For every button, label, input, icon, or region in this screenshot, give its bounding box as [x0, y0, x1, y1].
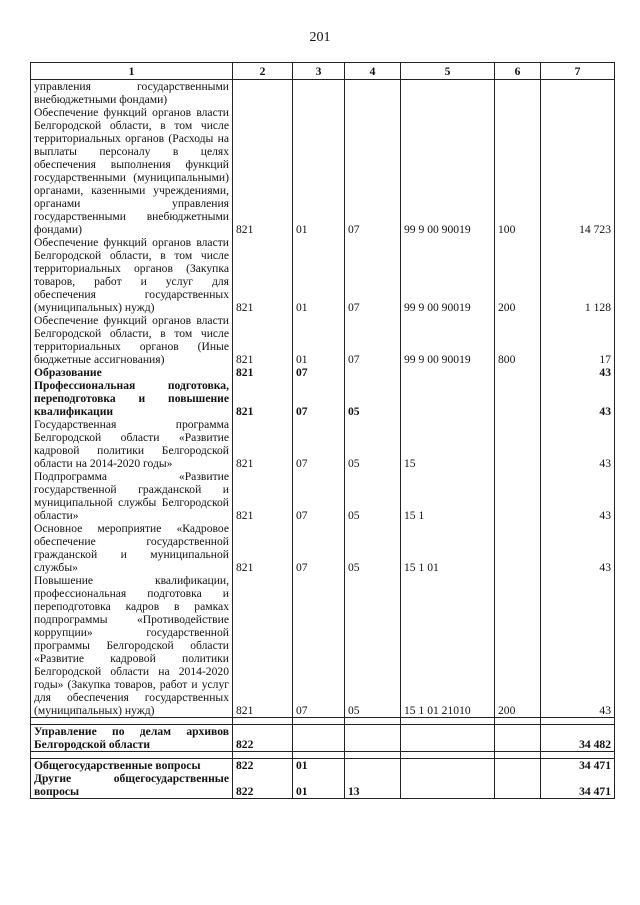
row-name-cell: Общегосударственные вопросы	[31, 759, 233, 773]
row-value-cell-6	[495, 80, 541, 107]
row-value-cell-4: 05	[345, 574, 401, 718]
table-row	[31, 106, 615, 236]
row-value-cell-4: 05	[345, 379, 401, 418]
table-row	[31, 772, 615, 799]
row-value-cell-3: 07	[293, 470, 345, 522]
row-value-cell-4: 05	[345, 470, 401, 522]
row-value-cell-5: 99 9 00 90019	[401, 106, 495, 236]
row-value-cell-3: 01	[293, 772, 345, 799]
row-value-cell-5: 99 9 00 90019	[401, 314, 495, 366]
row-name-cell: Подпрограмма «Развитие государственной гражданской и муниципальной службы Белгородской области»	[31, 470, 233, 522]
table-row	[31, 725, 615, 752]
row-value-cell-3: 07	[293, 522, 345, 574]
row-value-cell-7: 43	[541, 470, 615, 522]
separator-cell	[31, 752, 233, 759]
row-value-cell-5: 15 1 01	[401, 522, 495, 574]
row-value-cell-2: 821	[233, 366, 293, 379]
separator-cell	[495, 718, 541, 725]
row-value-cell-5: 15 1 01 21010	[401, 574, 495, 718]
row-value-cell-3	[293, 725, 345, 752]
row-name-cell: Повышение квалификации, профессиональная подготовка и переподготовка кадров в рамках подпрограммы «Противодействие коррупции» государственной программы Белгородской области «Развитие кадровой политики Белгородской области на 2014-2020 годы» (Закупка товаров, работ и услуг для обеспечения государственных (муниципальных) нужд)	[31, 574, 233, 718]
row-value-cell-3: 07	[293, 366, 345, 379]
column-header: 6	[495, 63, 541, 80]
row-value-cell-6	[495, 759, 541, 773]
row-name-cell: Обеспечение функций органов власти Белгородской области, в том числе территориальных органов (Иные бюджетные ассигнования)	[31, 314, 233, 366]
separator-cell	[233, 752, 293, 759]
table-row	[31, 80, 615, 107]
row-separator	[31, 752, 615, 759]
row-value-cell-5	[401, 80, 495, 107]
row-value-cell-2	[233, 80, 293, 107]
row-value-cell-2: 821	[233, 379, 293, 418]
column-header: 3	[293, 63, 345, 80]
row-value-cell-6: 200	[495, 574, 541, 718]
row-name-cell: управления государственными внебюджетными фондами)	[31, 80, 233, 107]
row-value-cell-2: 821	[233, 470, 293, 522]
row-value-cell-5: 15	[401, 418, 495, 470]
row-value-cell-2: 822	[233, 772, 293, 799]
row-value-cell-6: 100	[495, 106, 541, 236]
row-value-cell-3: 07	[293, 418, 345, 470]
row-name-cell: Профессиональная подготовка, переподготовка и повышение квалификации	[31, 379, 233, 418]
separator-cell	[345, 752, 401, 759]
row-value-cell-4: 05	[345, 418, 401, 470]
row-value-cell-5	[401, 759, 495, 773]
row-value-cell-6	[495, 772, 541, 799]
separator-cell	[495, 752, 541, 759]
row-value-cell-6	[495, 522, 541, 574]
separator-cell	[293, 718, 345, 725]
separator-cell	[401, 718, 495, 725]
row-value-cell-7: 43	[541, 574, 615, 718]
row-value-cell-5: 99 9 00 90019	[401, 236, 495, 314]
row-value-cell-4	[345, 80, 401, 107]
separator-cell	[345, 718, 401, 725]
row-name-cell: Государственная программа Белгородской области «Развитие кадровой политики Белгородской области на 2014-2020 годы»	[31, 418, 233, 470]
row-value-cell-4	[345, 759, 401, 773]
row-name-cell: Обеспечение функций органов власти Белгородской области, в том числе территориальных органов (Закупка товаров, работ и услуг для обеспечения государственных (муниципальных) нужд)	[31, 236, 233, 314]
separator-cell	[541, 752, 615, 759]
row-value-cell-7: 34 482	[541, 725, 615, 752]
table-row	[31, 522, 615, 574]
table-row	[31, 236, 615, 314]
column-header: 1	[31, 63, 233, 80]
row-value-cell-5	[401, 772, 495, 799]
row-name-cell: Основное мероприятие «Кадровое обеспечение государственной гражданской и муниципальной службы»	[31, 522, 233, 574]
row-value-cell-4: 07	[345, 106, 401, 236]
row-value-cell-7: 34 471	[541, 772, 615, 799]
table-row	[31, 470, 615, 522]
row-value-cell-3: 07	[293, 574, 345, 718]
row-value-cell-6	[495, 366, 541, 379]
row-value-cell-3: 01	[293, 314, 345, 366]
row-value-cell-6: 800	[495, 314, 541, 366]
row-value-cell-7: 17	[541, 314, 615, 366]
row-value-cell-5	[401, 366, 495, 379]
row-name-cell: Управление по делам архивов Белгородской области	[31, 725, 233, 752]
row-name-cell: Образование	[31, 366, 233, 379]
column-header: 7	[541, 63, 615, 80]
table-row	[31, 366, 615, 379]
row-value-cell-7: 43	[541, 379, 615, 418]
row-value-cell-7: 43	[541, 522, 615, 574]
separator-cell	[401, 752, 495, 759]
row-value-cell-2: 821	[233, 106, 293, 236]
row-value-cell-2: 821	[233, 236, 293, 314]
row-value-cell-6: 200	[495, 236, 541, 314]
row-value-cell-2: 821	[233, 314, 293, 366]
row-value-cell-4	[345, 366, 401, 379]
row-value-cell-4: 13	[345, 772, 401, 799]
row-value-cell-7: 34 471	[541, 759, 615, 773]
row-value-cell-3	[293, 80, 345, 107]
row-value-cell-6	[495, 470, 541, 522]
row-value-cell-4: 07	[345, 314, 401, 366]
row-value-cell-2: 821	[233, 574, 293, 718]
table-row	[31, 418, 615, 470]
table-row	[31, 379, 615, 418]
table-row	[31, 574, 615, 718]
table-row	[31, 759, 615, 773]
separator-cell	[31, 718, 233, 725]
column-header: 4	[345, 63, 401, 80]
row-value-cell-7: 1 128	[541, 236, 615, 314]
row-value-cell-2: 821	[233, 522, 293, 574]
row-value-cell-2: 822	[233, 759, 293, 773]
row-value-cell-6	[495, 379, 541, 418]
row-value-cell-4: 05	[345, 522, 401, 574]
row-value-cell-4	[345, 725, 401, 752]
row-value-cell-2: 821	[233, 418, 293, 470]
row-value-cell-3: 01	[293, 236, 345, 314]
budget-table	[30, 62, 615, 799]
row-separator	[31, 718, 615, 725]
separator-cell	[541, 718, 615, 725]
row-value-cell-6	[495, 418, 541, 470]
row-name-cell: Другие общегосударственные вопросы	[31, 772, 233, 799]
column-header: 5	[401, 63, 495, 80]
row-value-cell-7	[541, 80, 615, 107]
separator-cell	[233, 718, 293, 725]
row-value-cell-3: 01	[293, 759, 345, 773]
column-header: 2	[233, 63, 293, 80]
row-value-cell-5	[401, 725, 495, 752]
row-value-cell-7: 43	[541, 418, 615, 470]
row-value-cell-5: 15 1	[401, 470, 495, 522]
row-value-cell-3: 07	[293, 379, 345, 418]
header-row	[31, 63, 615, 80]
row-value-cell-5	[401, 379, 495, 418]
row-name-cell: Обеспечение функций органов власти Белгородской области, в том числе территориальных органов (Расходы на выплаты персоналу в целях обеспечения выполнения функций государственными (муниципальными) органами, казенными учреждениями, органами управления государственными внебюджетными фондами)	[31, 106, 233, 236]
table-row	[31, 314, 615, 366]
row-value-cell-4: 07	[345, 236, 401, 314]
row-value-cell-7: 14 723	[541, 106, 615, 236]
row-value-cell-3: 01	[293, 106, 345, 236]
row-value-cell-2: 822	[233, 725, 293, 752]
row-value-cell-6	[495, 725, 541, 752]
row-value-cell-7: 43	[541, 366, 615, 379]
page-number: 201	[309, 30, 331, 45]
separator-cell	[293, 752, 345, 759]
